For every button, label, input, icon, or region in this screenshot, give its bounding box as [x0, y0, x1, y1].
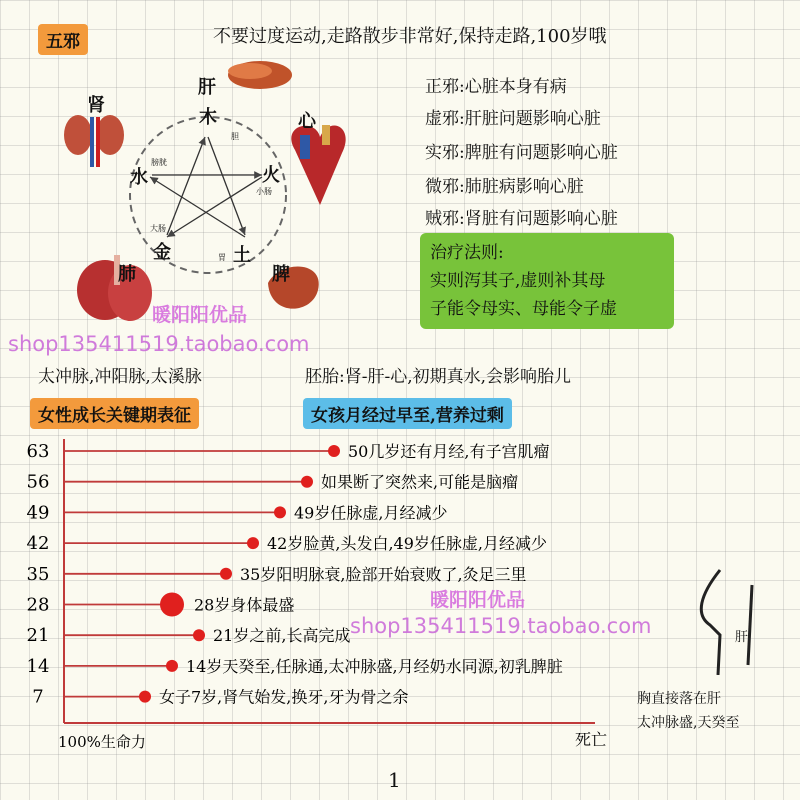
watermark-brand-2: 暖阳阳优品 — [430, 589, 526, 611]
lollipop-dot — [328, 445, 340, 457]
page-number: 1 — [388, 768, 401, 792]
element-metal: 金 — [153, 242, 171, 263]
lollipop-dot — [247, 537, 259, 549]
organ-heart: 心 — [298, 111, 316, 132]
treatment-box — [420, 233, 674, 329]
age-note: 28岁身体最盛 — [194, 595, 295, 615]
age-note: 如果断了突然来,可能是脑瘤 — [321, 472, 519, 492]
age-note: 49岁任脉虚,月经减少 — [294, 503, 448, 523]
lollipop-dot — [301, 476, 313, 488]
age-tick-label: 7 — [32, 686, 44, 708]
age-tick-label: 63 — [26, 441, 50, 462]
fu-bladder: 膀胱 — [151, 158, 167, 167]
watermark-site: shop135411519.taobao.com — [8, 332, 310, 356]
vitality-chart-svg — [0, 420, 800, 760]
age-note: 42岁脸黄,头发白,49岁任脉虚,月经减少 — [267, 534, 547, 554]
side-note-1: 胸直接落在肝 — [637, 691, 721, 707]
element-earth: 土 — [233, 245, 251, 266]
evil-item: 虚邪:肝脏问题影响心脏 — [425, 109, 601, 129]
x-label-start: 100%生命力 — [58, 733, 146, 751]
evil-item: 实邪:脾脏有问题影响心脏 — [425, 143, 618, 163]
kidney-illustration — [64, 115, 124, 167]
age-tick-label: 49 — [26, 502, 50, 524]
fu-large-intestine: 大肠 — [150, 224, 166, 233]
organ-spleen: 脾 — [272, 264, 290, 285]
treatment-line-2: 子能令母实、母能令子虚 — [430, 299, 617, 319]
girl-tag: 女孩月经过早至,营养过剩 — [303, 398, 512, 429]
evil-item: 微邪:肺脏病影响心脏 — [425, 177, 584, 197]
element-water: 水 — [130, 167, 148, 188]
female-tag: 女性成长关键期表征 — [30, 398, 199, 429]
age-note: 50几岁还有月经,有子宫肌瘤 — [348, 442, 550, 461]
age-tick-label: 28 — [26, 594, 50, 616]
fu-gallbladder: 胆 — [231, 132, 239, 141]
pulse-note: 太冲脉,冲阳脉,太溪脉 — [38, 367, 202, 387]
element-fire: 火 — [262, 165, 280, 186]
age-note: 21岁之前,长高完成 — [213, 626, 351, 646]
side-sketch — [690, 565, 770, 675]
watermark-site-2: shop135411519.taobao.com — [350, 614, 652, 638]
age-note: 14岁天癸至,任脉通,太冲脉盛,月经奶水同源,初乳脾脏 — [186, 656, 563, 676]
lollipop-dot — [274, 506, 286, 518]
side-label-liver: 肝 — [735, 630, 749, 645]
age-note: 35岁阳明脉衰,脸部开始衰败了,灸足三里 — [240, 564, 527, 584]
lollipop-dot — [193, 629, 205, 641]
age-note: 女子7岁,肾气始发,换牙,牙为骨之余 — [159, 687, 409, 707]
x-label-end: 死亡 — [575, 730, 608, 749]
organ-kidney: 肾 — [87, 95, 105, 116]
organ-liver: 肝 — [198, 77, 216, 98]
age-tick-label: 21 — [26, 625, 50, 647]
age-tick-label: 56 — [26, 471, 50, 493]
heart-illustration — [291, 125, 345, 205]
control-star — [150, 137, 262, 237]
lung-illustration — [77, 255, 152, 321]
evil-item: 贼邪:肾脏有问题影响心脏 — [425, 209, 618, 229]
five-elements-diagram — [50, 55, 360, 335]
side-note-2: 太冲脉盛,天癸至 — [637, 715, 740, 731]
evil-item: 正邪:心脏本身有病 — [425, 77, 567, 97]
treatment-title: 治疗法则: — [430, 243, 504, 263]
side-sketch-svg — [690, 565, 770, 675]
lollipop-dot — [139, 691, 151, 703]
watermark-brand: 暖阳阳优品 — [152, 304, 248, 326]
element-wood: 木 — [199, 107, 217, 128]
fu-small-intestine: 小肠 — [256, 187, 272, 196]
fu-stomach: 胃 — [218, 253, 226, 262]
five-evils-tag: 五邪 — [38, 24, 88, 55]
lollipop-dot — [220, 568, 232, 580]
age-tick-label: 42 — [26, 533, 50, 555]
liver-illustration — [228, 61, 292, 89]
treatment-line-1: 实则泻其子,虚则补其母 — [430, 271, 606, 291]
lollipop-dot — [160, 593, 184, 617]
age-tick-label: 35 — [26, 563, 50, 585]
age-tick-label: 14 — [26, 655, 50, 677]
lollipop-dot — [166, 660, 178, 672]
organ-lung: 肺 — [118, 264, 136, 285]
vitality-chart — [0, 420, 800, 760]
fetus-note: 胚胎:肾-肝-心,初期真水,会影响胎儿 — [305, 367, 572, 387]
header-note: 不要过度运动,走路散步非常好,保持走路,100岁哦 — [213, 26, 607, 47]
